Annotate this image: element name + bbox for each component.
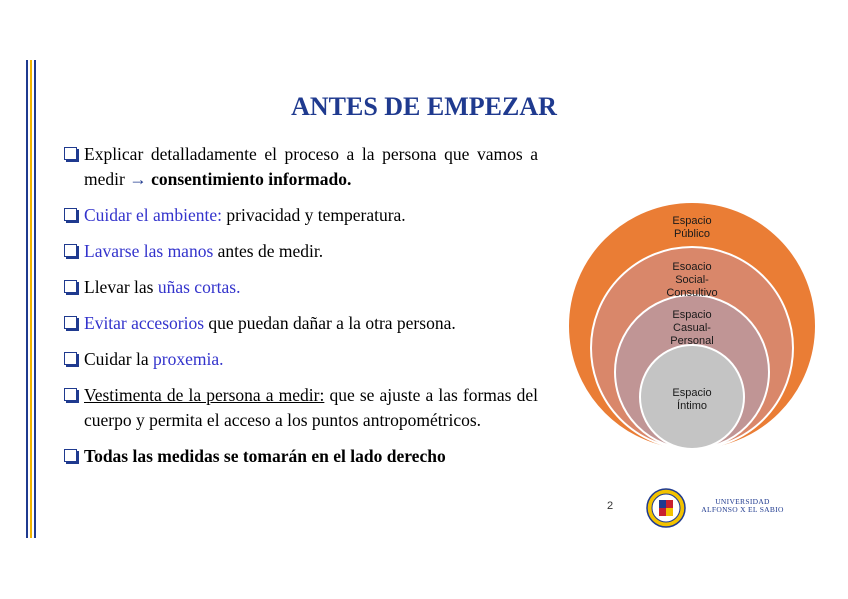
bullet-text: que puedan dañar a la otra persona. [204,313,456,333]
circle-label: Público [673,228,711,240]
checkbox-bullet-icon [64,208,77,221]
checkbox-bullet-icon [64,244,77,257]
circle-label: Casual- [673,322,711,334]
bullet-item [64,311,538,336]
page-number: 2 [607,500,614,512]
university-seal-logo [646,488,686,528]
bullet-text: Explicar detalladamente el proceso a la persona que vamos a medir [84,144,538,189]
bullet-text-underlined: Vestimenta de la persona a medir: [84,385,325,405]
circle-label: Social- [675,274,709,286]
bullet-item [64,239,538,264]
university-name [695,498,790,514]
bullet-text: privacidad y temperatura. [222,205,406,225]
circle-label: Personal [670,335,714,347]
checkbox-bullet-icon [64,280,77,293]
bullet-text: que se ajuste a las formas del cuerpo y permita el acceso a los puntos antropométricos. [84,385,538,430]
arrow-right-icon: → [129,169,147,189]
bullet-text-bold: consentimiento informado. [146,169,352,189]
circle-label: Espacio [672,309,712,321]
bullet-text-highlight: Cuidar el ambiente: [84,205,223,225]
circle-label: Espacio [672,215,712,227]
circle-label: Íntimo [677,400,707,412]
bullet-list [64,142,538,480]
bullet-item [64,347,538,372]
bullet-text: Cuidar la [84,349,154,369]
bullet-text: antes de medir. [213,241,324,261]
bullet-text-highlight: uñas cortas. [157,277,241,297]
checkbox-bullet-icon [64,316,77,329]
proxemics-circles-diagram [566,200,818,452]
left-bar-blue-2 [34,60,36,538]
bullet-text: Llevar las [84,277,158,297]
checkbox-bullet-icon [64,147,77,160]
bullet-text-highlight: proxemia. [153,349,224,369]
bullet-item [64,203,538,228]
bullet-item [64,444,538,469]
slide-title: ANTES DE EMPEZAR [291,92,557,121]
circle-label: Espacio [672,387,712,399]
bullet-text-bold: Todas las medidas se tomarán en el lado derecho [84,446,446,466]
checkbox-bullet-icon [64,449,77,462]
bullet-item [64,142,538,192]
circle-label: Esoacio [672,261,712,273]
university-name-line2: ALFONSO X EL SABIO [701,505,784,514]
circle-label: Consultivo [666,287,718,299]
left-bar-blue-1 [26,60,28,538]
bullet-text-highlight: Lavarse las manos [84,241,214,261]
university-name-line1: UNIVERSIDAD [715,497,770,506]
left-bar-gold [30,60,32,538]
bullet-text-highlight: Evitar accesorios [84,313,205,333]
checkbox-bullet-icon [64,388,77,401]
bullet-item [64,383,538,433]
checkbox-bullet-icon [64,352,77,365]
bullet-item [64,275,538,300]
